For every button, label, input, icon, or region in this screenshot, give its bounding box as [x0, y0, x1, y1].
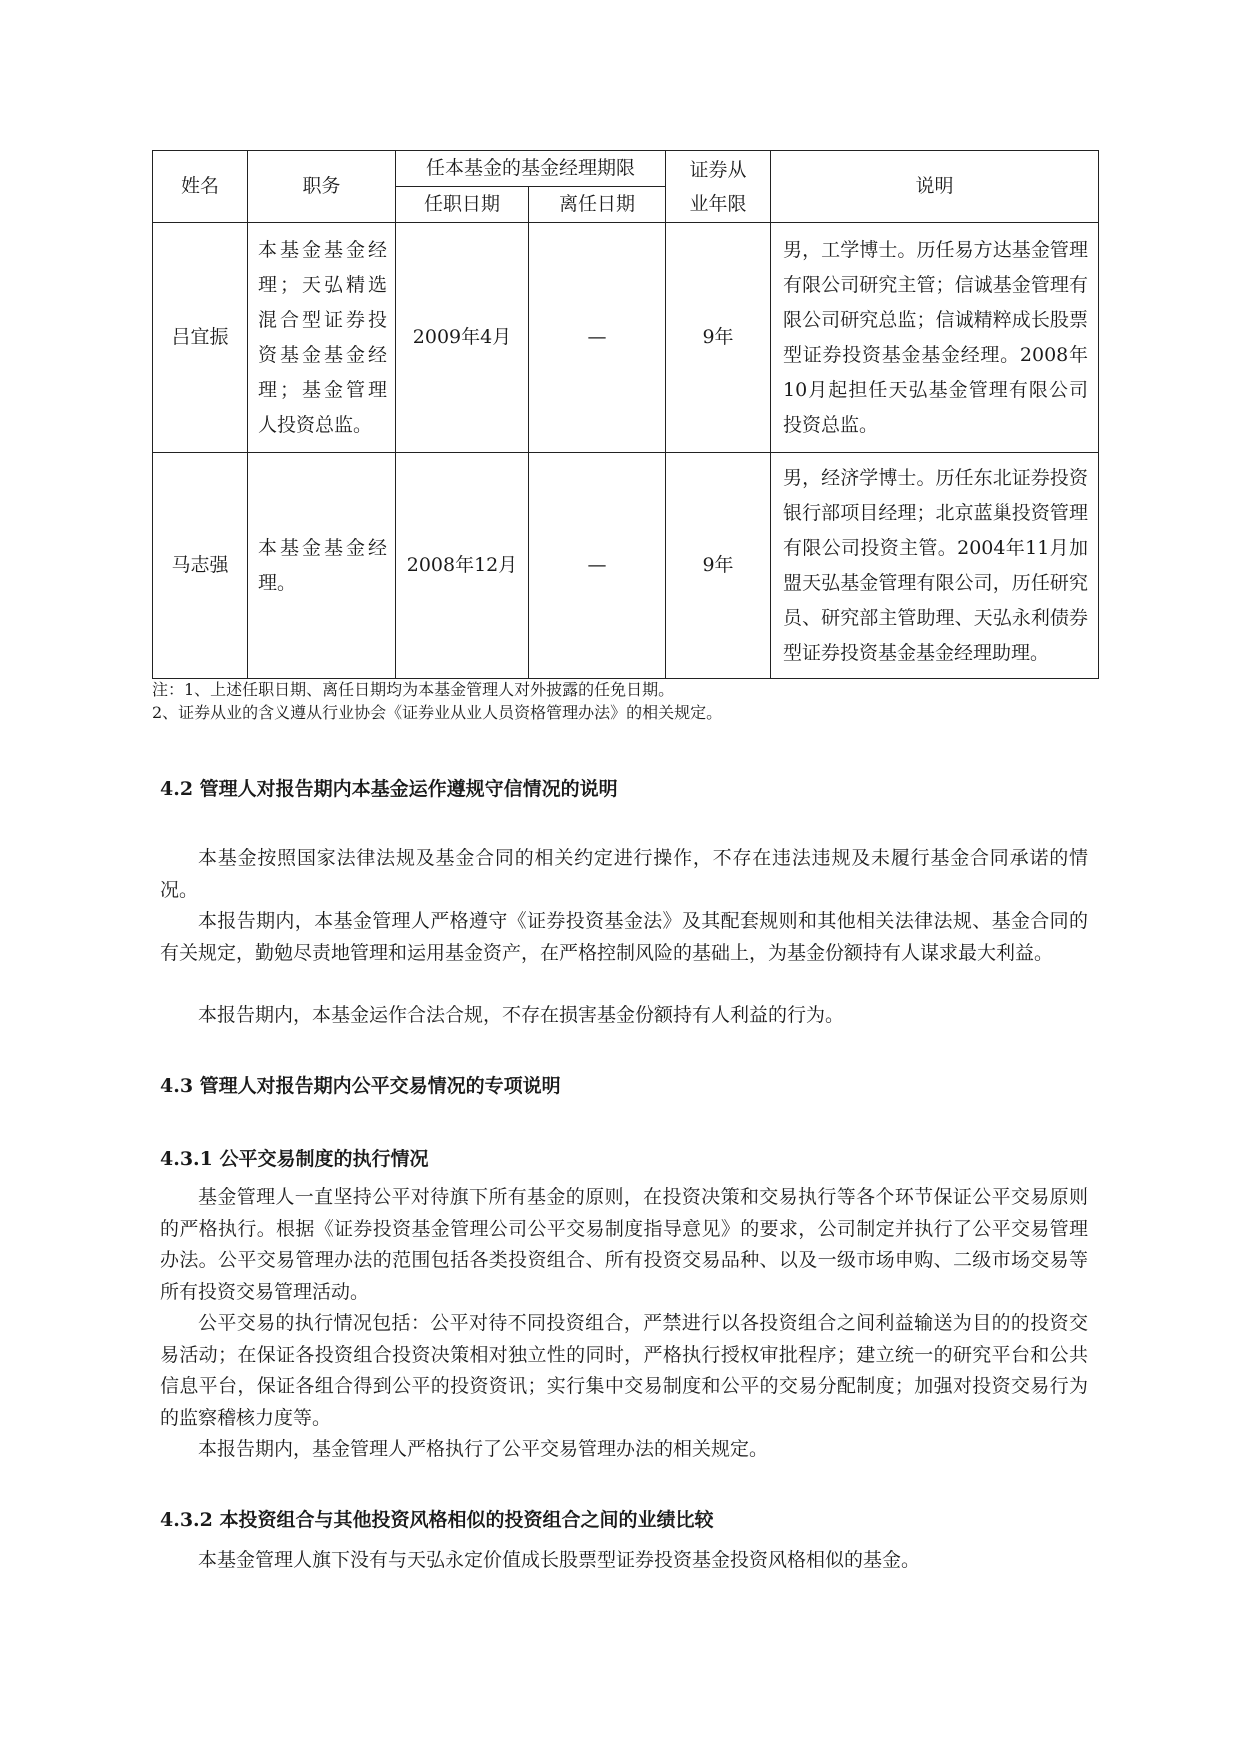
manager-name: 吕宜振	[153, 223, 248, 453]
manager-years: 9年	[666, 223, 771, 453]
manager-duty: 本基金基金经理。	[248, 453, 396, 679]
section-4-3-1-para-2: 公平交易的执行情况包括：公平对待不同投资组合，严禁进行以各投资组合之间利益输送为目的的投资交易活动；在保证各投资组合投资决策相对独立性的同时，严格执行授权审批程序；建立统一的研究平台和公共信息平台，保证各组合得到公平的投资资讯；实行集中交易制度和公平的交易分配制度；加强对投资交易行为的监察稽核力度等。	[160, 1312, 1088, 1429]
section-4-2-para-1: 本基金按照国家法律法规及基金合同的相关约定进行操作，不存在违法违规及未履行基金合同承诺的情况。	[160, 847, 1088, 901]
table-row	[153, 223, 1099, 453]
header-start: 任职日期	[396, 187, 529, 223]
section-4-2-title: 4.2 管理人对报告期内本基金运作遵规守信情况的说明	[160, 778, 618, 800]
manager-start-date: 2008年12月	[396, 453, 529, 679]
fund-manager-table	[152, 150, 1099, 679]
manager-start-date: 2009年4月	[396, 223, 529, 453]
manager-end-date: —	[529, 453, 666, 679]
manager-years: 9年	[666, 453, 771, 679]
manager-description: 男，经济学博士。历任东北证券投资银行部项目经理；北京蓝巢投资管理有限公司投资主管。2004年11月加盟天弘基金管理有限公司，历任研究员、研究部主管助理、天弘永利债券型证券投资基金基金经理助理。	[771, 453, 1099, 679]
manager-description: 男，工学博士。历任易方达基金管理有限公司研究主管；信诚基金管理有限公司研究总监；信诚精粹成长股票型证券投资基金基金经理。2008年10月起担任天弘基金管理有限公司投资总监。	[771, 223, 1099, 453]
note-1: 注：1、上述任职日期、离任日期均为本基金管理人对外披露的任免日期。	[152, 680, 675, 699]
section-4-3-1-title: 4.3.1 公平交易制度的执行情况	[160, 1148, 429, 1170]
section-4-3-1-para-1: 基金管理人一直坚持公平对待旗下所有基金的原则，在投资决策和交易执行等各个环节保证公平交易原则的严格执行。根据《证券投资基金管理公司公平交易制度指导意见》的要求，公司制定并执行了公平交易管理办法。公平交易管理办法的范围包括各类投资组合、所有投资交易品种、以及一级市场申购、二级市场交易等所有投资交易管理活动。	[160, 1186, 1088, 1303]
table-notes	[152, 678, 722, 724]
note-2: 2、证券从业的含义遵从行业协会《证券业从业人员资格管理办法》的相关规定。	[152, 703, 723, 722]
header-desc: 说明	[771, 151, 1099, 223]
section-4-2-para-2: 本报告期内，本基金管理人严格遵守《证券投资基金法》及其配套规则和其他相关法律法规、基金合同的有关规定，勤勉尽责地管理和运用基金资产，在严格控制风险的基础上，为基金份额持有人谋求最大利益。	[160, 910, 1088, 964]
section-4-3-2-title: 4.3.2 本投资组合与其他投资风格相似的投资组合之间的业绩比较	[160, 1509, 714, 1531]
table-header-row	[153, 151, 1099, 187]
header-years: 证券从 业年限	[666, 151, 771, 223]
table-row	[153, 453, 1099, 679]
header-end: 离任日期	[529, 187, 666, 223]
manager-name: 马志强	[153, 453, 248, 679]
section-4-3-title: 4.3 管理人对报告期内公平交易情况的专项说明	[160, 1075, 561, 1097]
manager-duty: 本基金基金经理；天弘精选混合型证券投资基金基金经理；基金管理人投资总监。	[248, 223, 396, 453]
header-duty: 职务	[248, 151, 396, 223]
section-4-2-para-3: 本报告期内，本基金运作合法合规，不存在损害基金份额持有人利益的行为。	[198, 1004, 845, 1026]
section-4-3-1-para-3: 本报告期内，基金管理人严格执行了公平交易管理办法的相关规定。	[198, 1438, 769, 1460]
header-name: 姓名	[153, 151, 248, 223]
header-term-group: 任本基金的基金经理期限	[396, 151, 666, 187]
section-4-3-2-para-1: 本基金管理人旗下没有与天弘永定价值成长股票型证券投资基金投资风格相似的基金。	[198, 1549, 921, 1571]
manager-end-date: —	[529, 223, 666, 453]
